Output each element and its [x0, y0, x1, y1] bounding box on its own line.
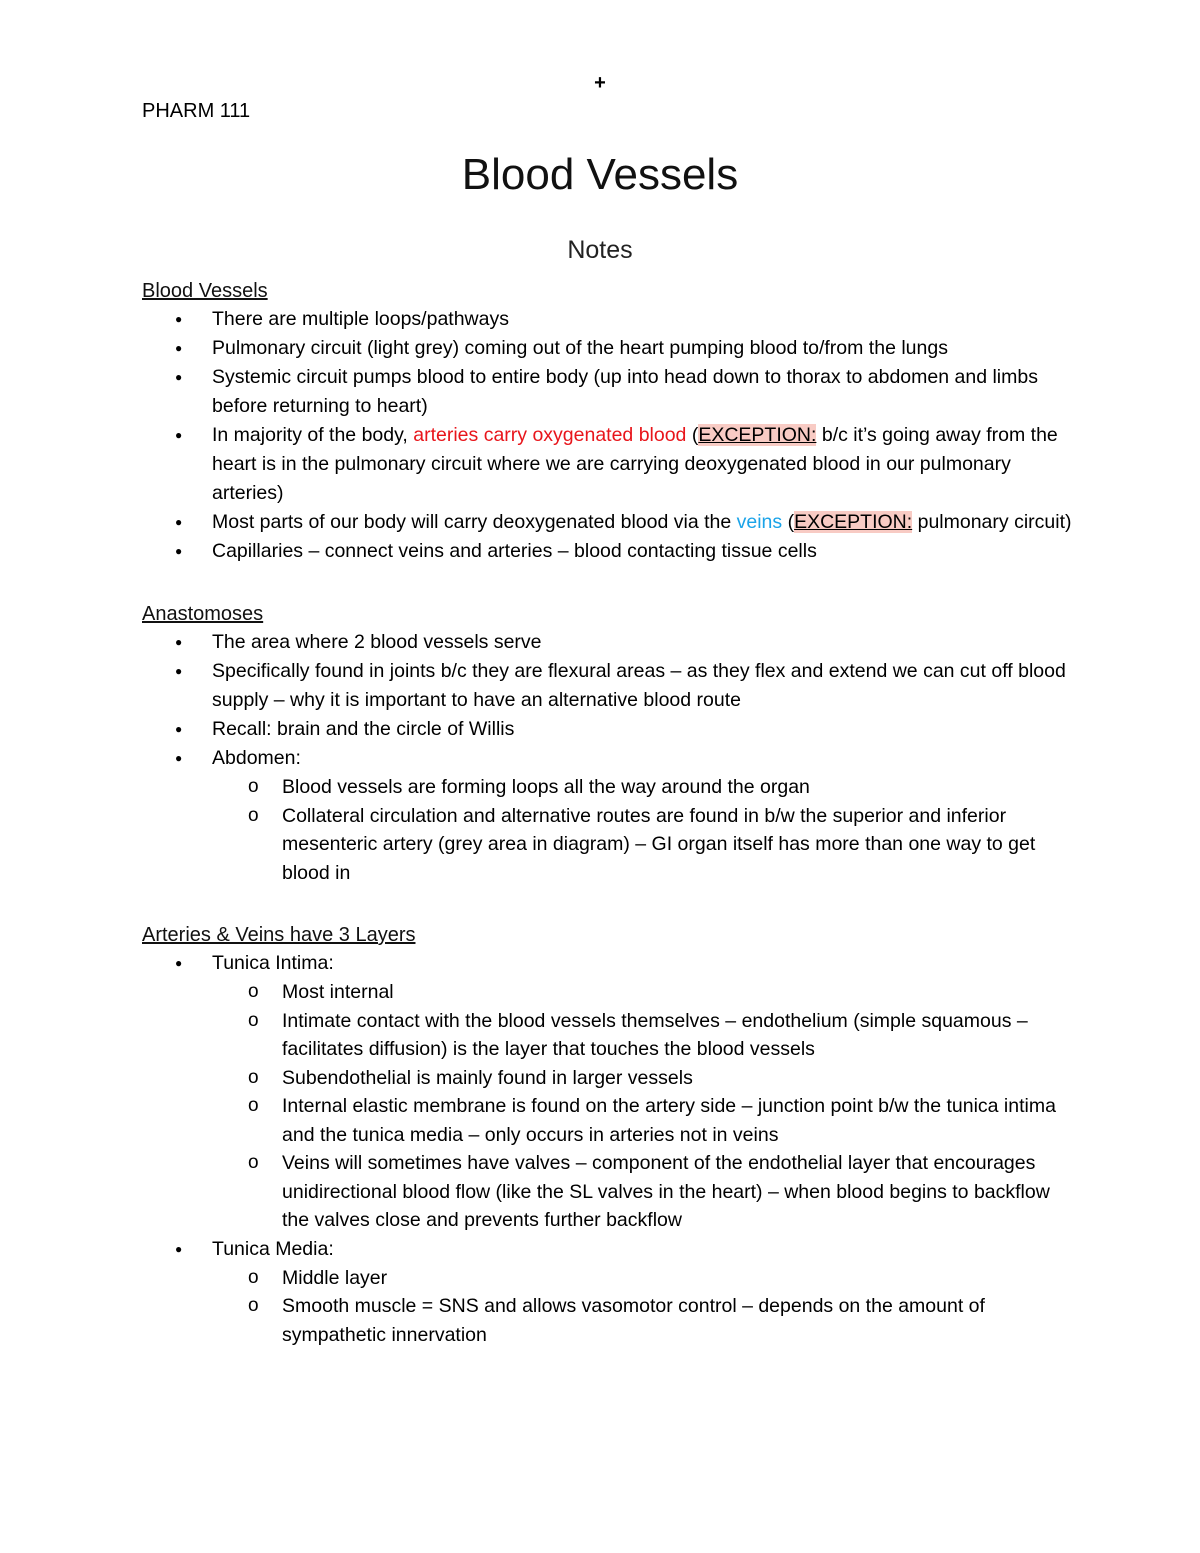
section-heading-blood-vessels: Blood Vessels [142, 280, 268, 302]
text-run: pulmonary circuit) [912, 511, 1072, 533]
layers-list [142, 949, 1072, 1349]
abdomen-sublist [212, 773, 1072, 887]
text-run: Most parts of our body will carry deoxygenated blood via the [212, 511, 737, 533]
header-plus-mark: + [594, 72, 606, 94]
exception-tag: EXCEPTION: [794, 511, 913, 533]
list-item-tunica-intima [142, 949, 1072, 1235]
list-item-abdomen [142, 744, 1072, 887]
sub-list-item: o Intimate contact with the blood vessels themselves – endothelium (simple squamous – facilitates diffusion) is the layer that touches the blood vessels [212, 1007, 1072, 1064]
list-item: ● Recall: brain and the circle of Willis [142, 715, 1072, 744]
text-run: In majority of the body, [212, 424, 414, 446]
section-spacer [142, 566, 1072, 600]
section-spacer [142, 887, 1072, 921]
section-heading-anastomoses: Anastomoses [142, 603, 264, 625]
page-subtitle: Notes [567, 236, 633, 264]
tunica-media-sublist [212, 1264, 1072, 1350]
sub-list-item: o Blood vessels are forming loops all the way around the organ [212, 773, 1072, 802]
list-item: ● Specifically found in joints b/c they are flexural areas – as they flex and extend we can cut off blood supply – why it is important to have an alternative blood route [142, 657, 1072, 715]
list-item: ● The area where 2 blood vessels serve [142, 628, 1072, 657]
sub-list-item: o Most internal [212, 978, 1072, 1007]
anastomoses-list [142, 628, 1072, 887]
page-title: Blood Vessels [461, 150, 739, 199]
list-item: ● Systemic circuit pumps blood to entire body (up into head down to thorax to abdomen and limbs before returning to heart) [142, 363, 1072, 421]
abdomen-label: Abdomen: [212, 747, 301, 769]
tunica-intima-label: Tunica Intima: [212, 952, 334, 974]
section-heading-layers: Arteries & Veins have 3 Layers [142, 924, 416, 946]
sub-list-item: o Smooth muscle = SNS and allows vasomotor control – depends on the amount of sympathetic innervation [212, 1292, 1072, 1349]
blood-vessels-list [142, 305, 1072, 566]
list-item: ● Capillaries – connect veins and arteries – blood contacting tissue cells [142, 537, 1072, 566]
course-code: PHARM 111 [142, 100, 251, 122]
list-item: ● Pulmonary circuit (light grey) coming out of the heart pumping blood to/from the lungs [142, 334, 1072, 363]
sub-list-item: o Subendothelial is mainly found in larger vessels [212, 1064, 1072, 1093]
text-run: b/c it’s going away from the heart is in the pulmonary circuit where we are carrying deoxygenated blood in our pulmonary arteries) [212, 424, 1058, 504]
text-run: ( [782, 511, 795, 533]
tunica-intima-sublist [212, 978, 1072, 1235]
text-run: ( [686, 424, 699, 446]
exception-tag: EXCEPTION: [698, 424, 817, 446]
sub-list-item: o Collateral circulation and alternative routes are found in b/w the superior and inferior mesenteric artery (grey area in diagram) – GI organ itself has more than one way to get blood in [212, 802, 1072, 888]
sub-list-item: o Veins will sometimes have valves – component of the endothelial layer that encourages unidirectional blood flow (like the SL valves in the heart) – when blood begins to backflow the valves close and prevents further backflow [212, 1149, 1072, 1235]
list-item-veins [142, 508, 1072, 537]
sub-list-item: o Internal elastic membrane is found on the artery side – junction point b/w the tunica intima and the tunica media – only occurs in arteries not in veins [212, 1092, 1072, 1149]
tunica-media-label: Tunica Media: [212, 1237, 334, 1260]
highlight-arteries-text: arteries carry oxygenated blood [413, 424, 687, 446]
list-item: ● There are multiple loops/pathways [142, 305, 1072, 334]
list-item-tunica-media [142, 1235, 1072, 1350]
list-item-arteries [142, 421, 1072, 508]
highlight-veins-text: veins [736, 511, 783, 533]
sub-list-item: o Middle layer [212, 1264, 1072, 1293]
notes-body [142, 277, 1072, 1349]
